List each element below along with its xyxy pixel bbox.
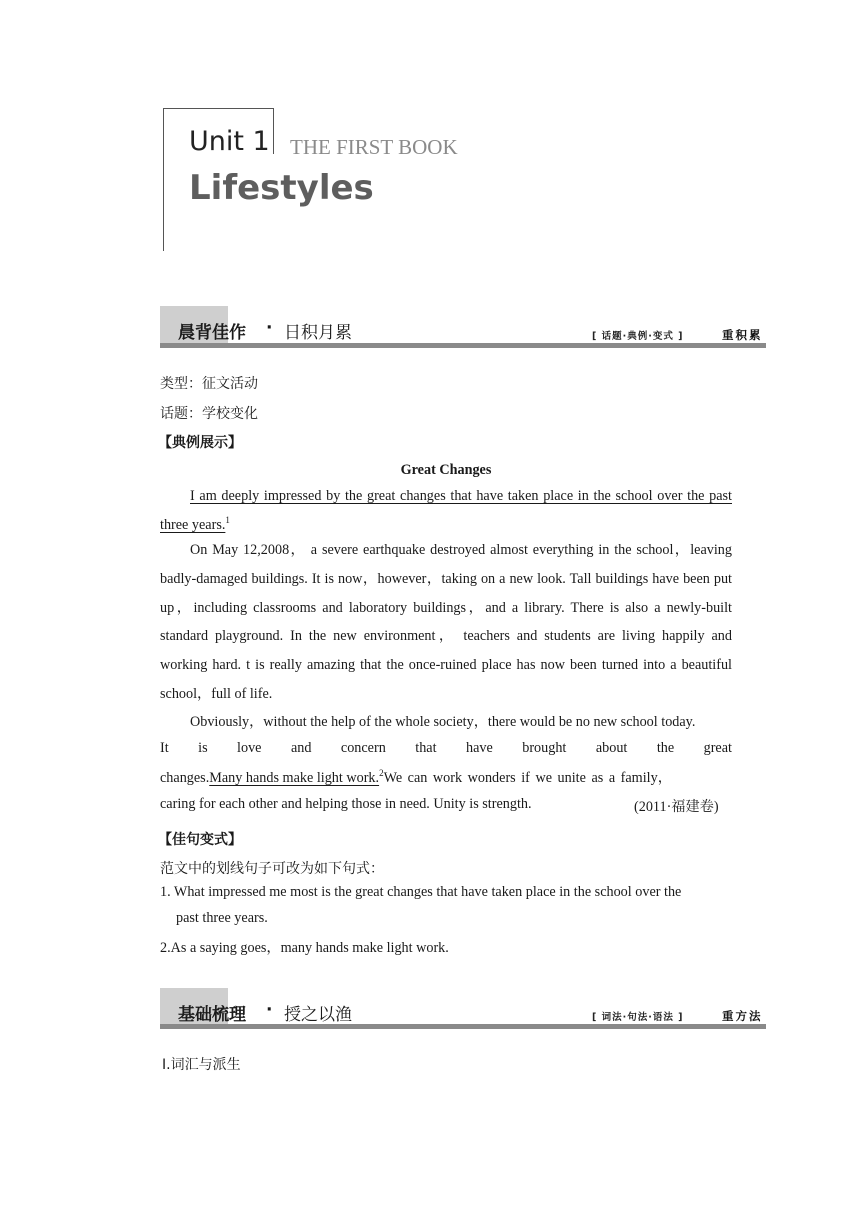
essay-paragraph-3-line-4: caring for each other and helping those in need. Unity is strength.	[160, 796, 532, 812]
section2-right-label: 重方法	[722, 1009, 763, 1023]
section1-subtitle: 日积月累	[284, 323, 352, 343]
part1-heading: Ⅰ.词汇与派生	[162, 1057, 241, 1073]
spread-word: great	[703, 740, 732, 756]
variation-intro: 范文中的划线句子可改为如下句式：	[160, 861, 384, 877]
spread-word: that	[415, 740, 437, 756]
line3-prefix: changes.	[160, 770, 210, 786]
section2-subtitle: 授之以渔	[284, 1005, 352, 1025]
footnote-2: 2	[379, 768, 384, 778]
essay-type: 类型：征文活动	[160, 376, 258, 392]
footnote-1: 1	[225, 514, 230, 525]
essay-paragraph-3-line-2	[160, 740, 732, 757]
section1-dot: ·	[266, 318, 273, 338]
spread-word: have	[465, 740, 493, 756]
section1-rule	[160, 343, 766, 348]
unit-box-left-border	[163, 108, 164, 251]
section1-right-label: 重积累	[722, 328, 763, 342]
spread-word: love	[237, 740, 262, 756]
essay-topic: 话题：学校变化	[160, 406, 258, 422]
essay-title: Great Changes	[400, 462, 492, 478]
spread-word: brought	[522, 740, 567, 756]
section1-title: 晨背佳作	[178, 323, 246, 343]
unit-name: Lifestyles	[189, 168, 374, 208]
section2-dot: ·	[266, 1000, 273, 1020]
book-title: THE FIRST BOOK	[290, 135, 458, 159]
underlined-sentence-2: Many hands make light work.	[209, 770, 380, 786]
essay-paragraph-2: On May 12,2008， a severe earthquake destroyed almost everything in the school，leaving badly-damaged buildings. It is now，however，taking on a new look. Tall buildings have been put up，including classrooms and laboratory buildings，and a library. There is also a newly-built standard playground. In the new environment， teachers and students are living happily and working hard. t is really amazing that the once-ruined place has now been turned into a beautiful school，full of life.	[160, 542, 732, 702]
spread-word: the	[656, 740, 675, 756]
essay-paragraph-1	[160, 482, 732, 540]
variation-item-1-line-1: 1. What impressed me most is the great changes that have taken place in the school over the	[160, 884, 682, 900]
underlined-sentence-1: I am deeply impressed by the great changes that have taken place in the school over the past three years.	[160, 488, 732, 533]
variation-heading: 【佳句变式】	[158, 832, 242, 848]
line3-suffix: We can work wonders if we unite as a family，	[383, 770, 672, 786]
spread-word: and	[290, 740, 312, 756]
unit-label: Unit 1	[189, 126, 270, 157]
spread-word: is	[198, 740, 208, 756]
example-heading: 【典例展示】	[158, 435, 242, 451]
essay-source: (2011·福建卷)	[634, 799, 719, 815]
spread-word: about	[595, 740, 628, 756]
essay-paragraph-3-line-1: Obviously，without the help of the whole society，there would be no new school today.	[190, 714, 696, 730]
unit-box-right-border	[273, 108, 274, 154]
variation-item-2: 2.As a saying goes，many hands make light work.	[160, 940, 449, 956]
variation-item-1-line-2: past three years.	[176, 910, 268, 926]
essay-paragraph-3-line-3	[160, 767, 732, 787]
section2-tags: [ 词法·句法·语法 ]	[592, 1012, 684, 1023]
spread-word: concern	[340, 740, 386, 756]
section2-title: 基础梳理	[178, 1005, 246, 1025]
unit-box-top-border	[163, 108, 274, 109]
section2-rule	[160, 1024, 766, 1029]
section1-tags: [ 话题·典例·变式 ]	[592, 331, 684, 342]
spread-word: It	[160, 740, 169, 756]
